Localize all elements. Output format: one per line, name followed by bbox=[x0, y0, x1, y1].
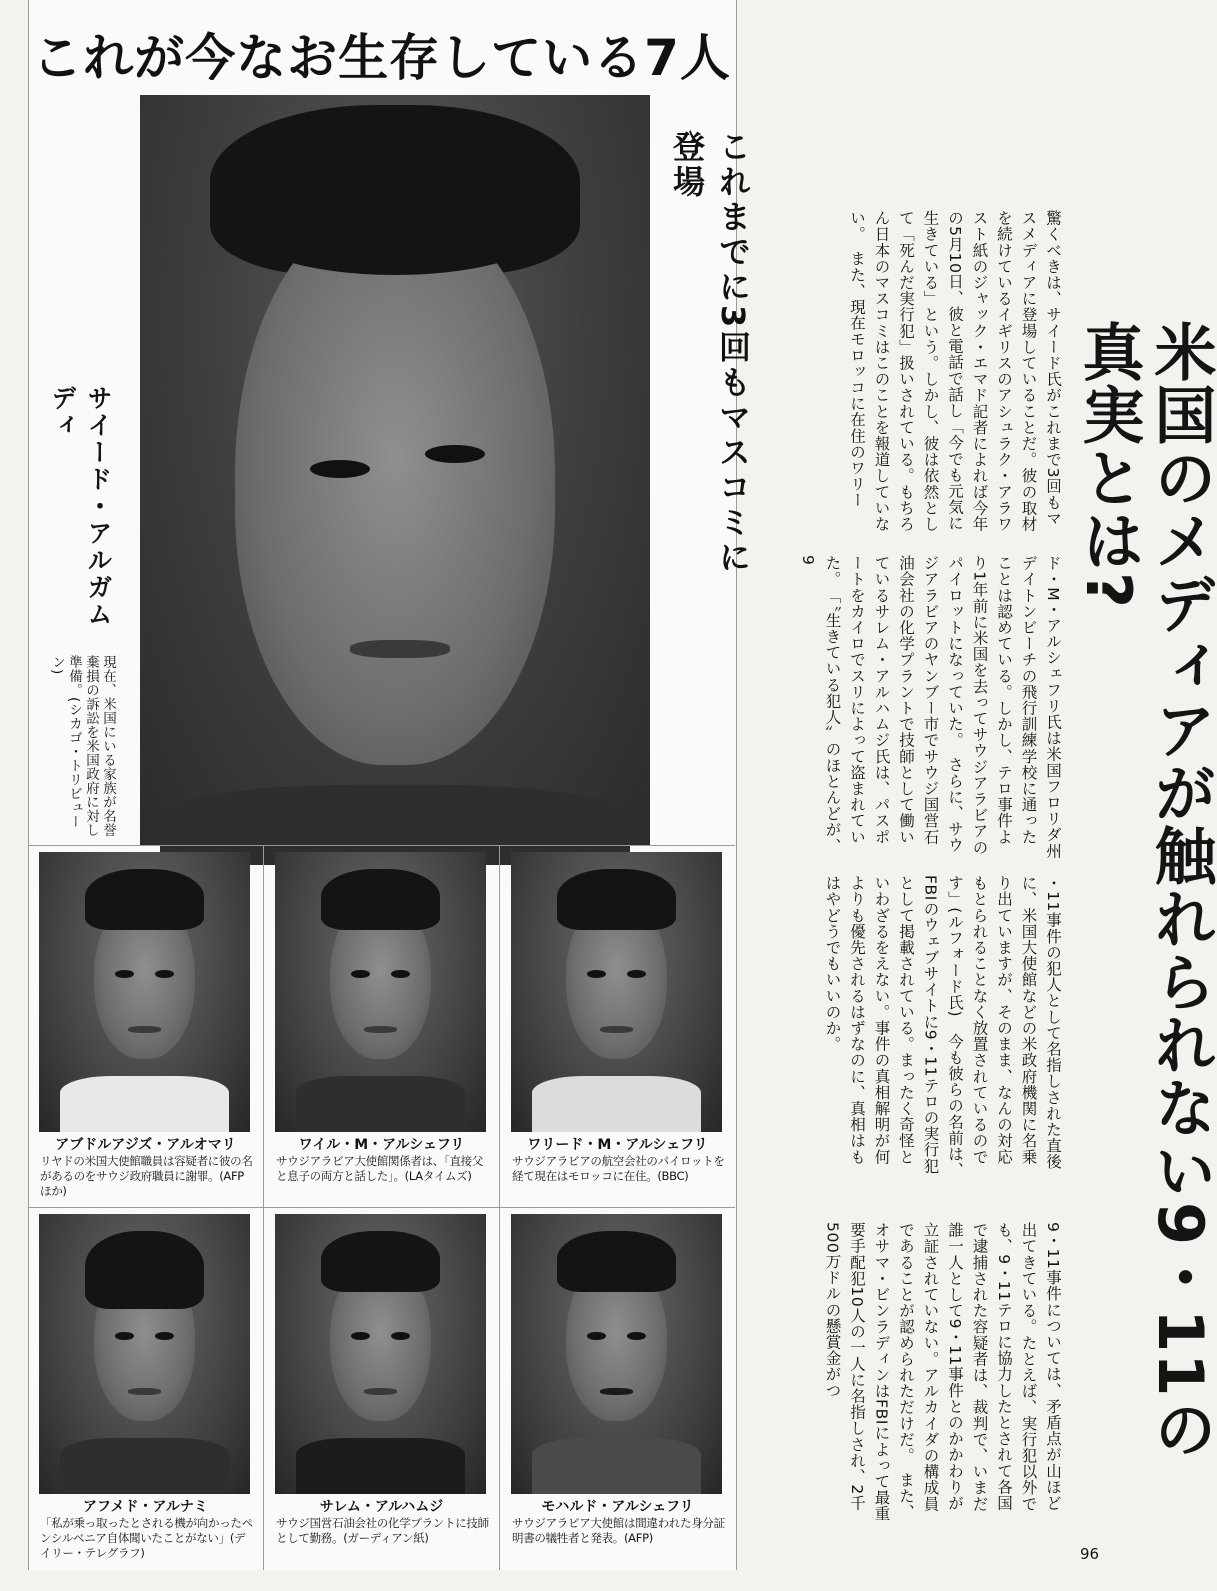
person-card bbox=[500, 846, 735, 1208]
person-photo bbox=[275, 852, 486, 1132]
person-photo bbox=[275, 1214, 486, 1494]
person-name: ワイル・M・アルシェフリ bbox=[298, 1137, 465, 1153]
person-caption: リヤドの米国大使館職員は容疑者に彼の名があるのをサウジ政府職員に謝罪。(AFPほか) bbox=[40, 1154, 253, 1198]
person-name: ワリード・M・アルシェフリ bbox=[527, 1137, 708, 1153]
person-card bbox=[28, 846, 263, 1208]
person-photo bbox=[511, 852, 722, 1132]
article-body-block: ・11事件の犯人として名指しされた直後に、米国大使館などの米政府機関に名乗り出ていますが、そのまま、なんの対応もとられることなく放置されているのです」(ルフォード氏) 今も彼らの名前は、FBIのウェブサイトに9・11テロの実行犯として掲載されている。まったく奇怪といわざるをえない。事件の真相解明が何よりも優先されるはずなのに、真相はもはやどうでもいいのか。 bbox=[823, 875, 1062, 1179]
person-card bbox=[28, 1208, 263, 1570]
person-caption: 「私が乗っ取ったとされる機が向かったペンシルベニア自体聞いたことがない」(デイリー・テレグラフ) bbox=[40, 1516, 253, 1560]
article-body-block: ド・M・アルシェフリ氏は米国フロリダ州デイトンビーチの飛行訓練学校に通ったことは認めている。しかし、テロ事件より1年前に米国を去ってサウジアラビアのパイロットになっていた。 さらに、サウジアラビアのヤンブー市でサウジ国営石油会社の化学プラントで技師として働いているサレム・アルハムジ氏は、パスポートをカイロでスリによって盗まれていた。 「〝生きている犯人〟のほとんどが、9 bbox=[799, 555, 1062, 859]
person-name: アブドルアジズ・アルオマリ bbox=[55, 1137, 236, 1153]
person-caption: サウジアラビアの航空会社のパイロットを経て現在はモロッコに在住。(BBC) bbox=[512, 1154, 725, 1183]
page-headline: これが今なお生存している7人 bbox=[32, 29, 731, 87]
person-name: モハルド・アルシェフリ bbox=[541, 1499, 694, 1515]
sub-headline: これまでに3回もマスコミに登場 bbox=[668, 130, 752, 576]
article-body-block: 驚くべきは、サイード氏がこれまで3回もマスメディアに登場していることだ。彼の取材を続けているイギリスのアシュラク・アラワスト紙のジャック・エマド記者によれば今年の5月10日、彼と電話で話し「今でも元気に生きている」という。しかし、彼は依然として「死んだ実行犯」扱いされている。もちろん日本のマスコミはこのことを報道していない。 また、現在モロッコに在住のワリー bbox=[848, 210, 1062, 532]
main-portrait-photo bbox=[140, 95, 650, 845]
person-photo bbox=[39, 852, 250, 1132]
person-name: サレム・アルハムジ bbox=[319, 1499, 444, 1515]
grid-divider bbox=[263, 846, 264, 1570]
person-photo bbox=[511, 1214, 722, 1494]
person-card bbox=[264, 1208, 499, 1570]
person-caption: サウジアラビア大使館関係者は、「直接父と息子の両方と話した」。(LAタイムズ) bbox=[276, 1154, 484, 1183]
page-number: 96 bbox=[1080, 1545, 1100, 1563]
person-card bbox=[264, 846, 499, 1208]
person-name: アフメド・アルナミ bbox=[83, 1499, 208, 1515]
article-body-block: 9・11事件については、矛盾点が山ほど出てきている。たとえば、実行犯以外でも、9・11テロに協力したとされて各国で逮捕された容疑者は、裁判で、いまだ誰一人として9・11事件とのかかわりが立証されていない。アルカイダの構成員であることが認められただけだ。 また、オサマ・ビンラディンはFBIによって最重要手配犯10人の一人に名指しされ、2千500万ドルの懸賞金がつ bbox=[823, 1222, 1062, 1522]
person-card bbox=[500, 1208, 735, 1570]
article-title: 米国のメディアが触れられない9・11の真実とは? bbox=[1072, 320, 1217, 1461]
main-person-caption: 現在、米国にいる家族が名誉棄損の訴訟を米国政府に対し準備。(シカゴ・トリビューン) bbox=[49, 655, 116, 837]
grid-divider bbox=[28, 1207, 735, 1208]
person-caption: サウジ国営石油会社の化学プラントに技師として勤務。(ガーディアン紙) bbox=[276, 1516, 489, 1545]
person-caption: サウジアラビア大使館は間違われた身分証明書の犠牲者と発表。(AFP) bbox=[512, 1516, 725, 1545]
grid-divider bbox=[499, 846, 500, 1570]
person-photo bbox=[39, 1214, 250, 1494]
main-person-name: サイード・アルガムディ bbox=[48, 385, 113, 628]
